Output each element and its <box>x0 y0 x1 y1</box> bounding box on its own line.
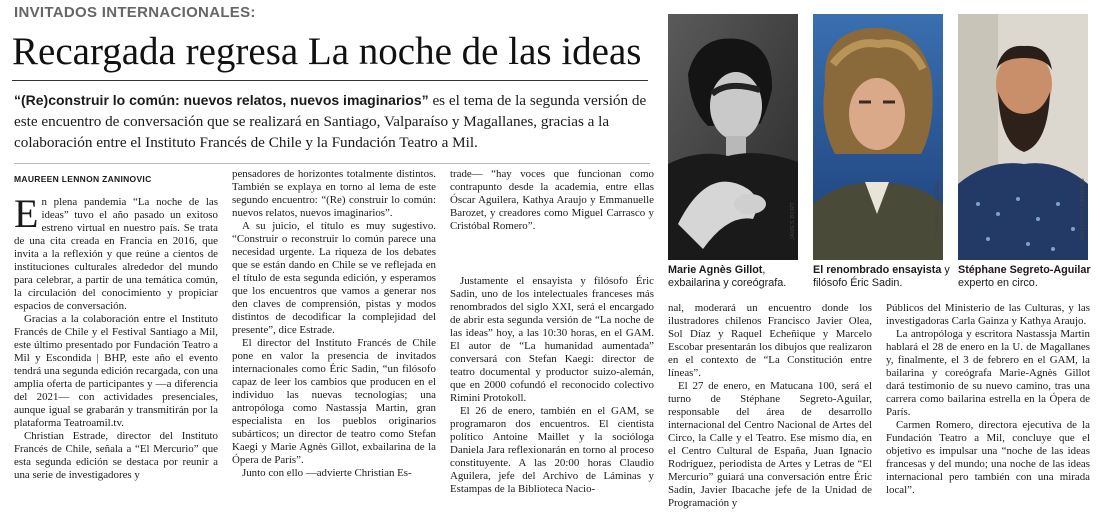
portrait-image <box>668 14 798 260</box>
paragraph: El 26 de enero, también en el GAM, se programaron dos encuentros. El cientista político Antoine Maillet y la socióloga Daniela Jara reflexionarán en torno al proceso constituyente. A las 20:00 horas Claudio Aguilera, jefe del Archivo de Láminas y Estampas de la Biblioteca Nacio- <box>450 405 654 495</box>
photo-caption: Stéphane Segreto-Aguilar experto en circo. <box>958 264 1091 289</box>
section-kicker: INVITADOS INTERNACIONALES: <box>14 4 256 21</box>
paragraph: Justamente el ensayista y filósofo Éric Sadin, uno de los intelectuales franceses más renombrados del siglo XXI, será el encargado de abrir esta segunda versión de “La noche de las ideas” hoy, a las 10:30 horas, en el GAM. El autor de “La humanidad aumentada” conversará con Stefan Kaegi: director de teatro documental y productor suizo-alemán, que en 2000 cofundó el reconocido colectivo Rimini Protokoll. <box>450 275 654 404</box>
photo-stephane-segreto-aguilar <box>958 14 1088 260</box>
portrait-image <box>958 14 1088 260</box>
lead-paragraph <box>14 90 650 153</box>
photo-caption: El renombrado ensayista y filósofo Éric Sadin. <box>813 264 950 289</box>
article-column-2 <box>232 168 436 480</box>
paragraph: En plena pandemia “La noche de las ideas” tuvo el año pasado un exitoso estreno virtual en nuestro país. Se trata de una cita creada en Francia en 2016, que invita a la reflexión y que reúne a cientos de instituciones culturales alrededor del mundo para celebrar, a partir de una temática común, la circulación del conocimiento y propiciar espacios de conversación. <box>14 191 218 312</box>
lead-rule <box>14 163 650 164</box>
byline: MAUREEN LENNON ZANINOVIC <box>14 174 152 184</box>
paragraph: trade— “hay voces que funcionan como contrapunto desde la academia, entre ellas Óscar Aguilera, Kathya Araujo y Emmanuelle Barozet, y creadores como Miguel Carrasco y Cristóbal Romero”. <box>450 168 654 232</box>
article-column-4 <box>668 302 872 510</box>
photo-marie-agnes-gillot <box>668 14 798 260</box>
paragraph: La antropóloga y escritora Nastassja Martin hablará el 28 de enero en la U. de Magallanes y, finalmente, el 3 de febrero en el GAM, la bailarina y coreógrafa Marie-Agnès Gillot dará testimonio de su nuevo camino, tras una carrera como bailarina estrella en la Ópera de París. <box>886 328 1090 418</box>
paragraph: El 27 de enero, en Matucana 100, será el turno de Stéphane Segreto-Aguilar, responsable del área de desarrollo internacional del Centro Nacional de Artes del Circo, la Calle y el Teatro. Ese mismo día, en el Centro Cultural de España, Juan Ignacio Rodríguez, periodista de Artes y Letras de “El Mercurio” guiará una conversación entre Éric Sadin, Javier Ibacache jefe de la Unidad de Programación y <box>668 380 872 509</box>
drop-cap: E <box>14 191 39 236</box>
article-column-3 <box>450 275 654 496</box>
photo-credit: CONGRESO FUTURO <box>935 178 941 240</box>
lead-highlight: “(Re)construir lo común: nuevos relatos, nuevos imaginarios” <box>14 92 429 108</box>
paragraph: El director del Instituto Francés de Chile pone en valor la presencia de invitados internacionales como Éric Sadin, “un filósofo capaz de leer los cambios que producen en el individuo las nuevas tecnologías; una antropóloga como Nastassja Martin, gran especialista en los pueblos originarios subárticos; un director de teatro como Stefan Kaegi y Marie Agnès Gillot, exbailarina de la Ópera de París”. <box>232 337 436 466</box>
paragraph: nal, moderará un encuentro donde los ilustradores chilenos Francisco Javier Olea, Sol Díaz y Raquel Echeñique y Marcelo Escobar presentarán los dibujos que realizaron en el contexto de “La Constitución entre líneas”. <box>668 302 872 379</box>
lead-text: es el tema de la segunda versión de este encuentro de conversación que se realizará en Santiago, Valparaíso y Magallanes, gracias a la colaboración entre el Instituto Francés de Chile y la Fundación Teatro a Mil. <box>14 92 647 151</box>
article-column-5 <box>886 302 1090 497</box>
portrait-image <box>813 14 943 260</box>
paragraph: Gracias a la colaboración entre el Instituto Francés de Chile y el Festival Santiago a Mil, este último presentado por Fundación Teatro a Mil y Escondida | BHP, este año el evento tendrá una segunda edición recargada, con una amplia oferta de participantes y —a diferencia del 2021— con actividades presenciales, aunque igual se grabarán y transmitirán por la plataforma Teatroamil.tv. <box>14 313 218 429</box>
paragraph: Christian Estrade, director del Instituto Francés de Chile, señala a “El Mercurio” que esta segunda edición se destaca por reunir a una serie de investigadores y <box>14 430 218 481</box>
article-column-1 <box>14 191 218 482</box>
photo-credit: INSTITUTO FRANCÉS <box>1080 178 1086 240</box>
headline-rule <box>12 80 648 81</box>
photo-eric-sadin <box>813 14 943 260</box>
paragraph: A su juicio, el título es muy sugestivo. “Construir o reconstruir lo común parece una necesidad urgente. La riqueza de los debates que se están dando en Chile se ve reflejada en el título de esta segunda edición, y esperamos que los encuentros que vamos a generar nos den claves de comprensión, pistas y modos distintos de decodificar la complejidad del presente”, dice Estrade. <box>232 220 436 336</box>
headline: Recargada regresa La noche de las ideas <box>12 30 642 73</box>
article-column-3-top <box>450 168 654 233</box>
photo-credit: JAMES BORT <box>790 201 796 240</box>
paragraph: Junto con ello —advierte Christian Es- <box>242 467 412 479</box>
photo-caption: Marie Agnès Gillot, exbailarina y coreógrafa. <box>668 264 787 289</box>
paragraph: Carmen Romero, directora ejecutiva de la Fundación Teatro a Mil, concluye que el objetivo es impulsar una “noche de las ideas francesas y del mundo; una noche de las ideas internacional pero también con una mirada local”. <box>886 419 1090 496</box>
paragraph: Públicos del Ministerio de las Culturas, y las investigadoras Carla Gainza y Kathya Araujo. <box>886 302 1090 327</box>
paragraph: pensadores de horizontes totalmente distintos. También se explaya en torno al lema de este segundo encuentro: “(Re) construir lo común: nuevos relatos, nuevos imaginarios”. <box>232 168 436 219</box>
